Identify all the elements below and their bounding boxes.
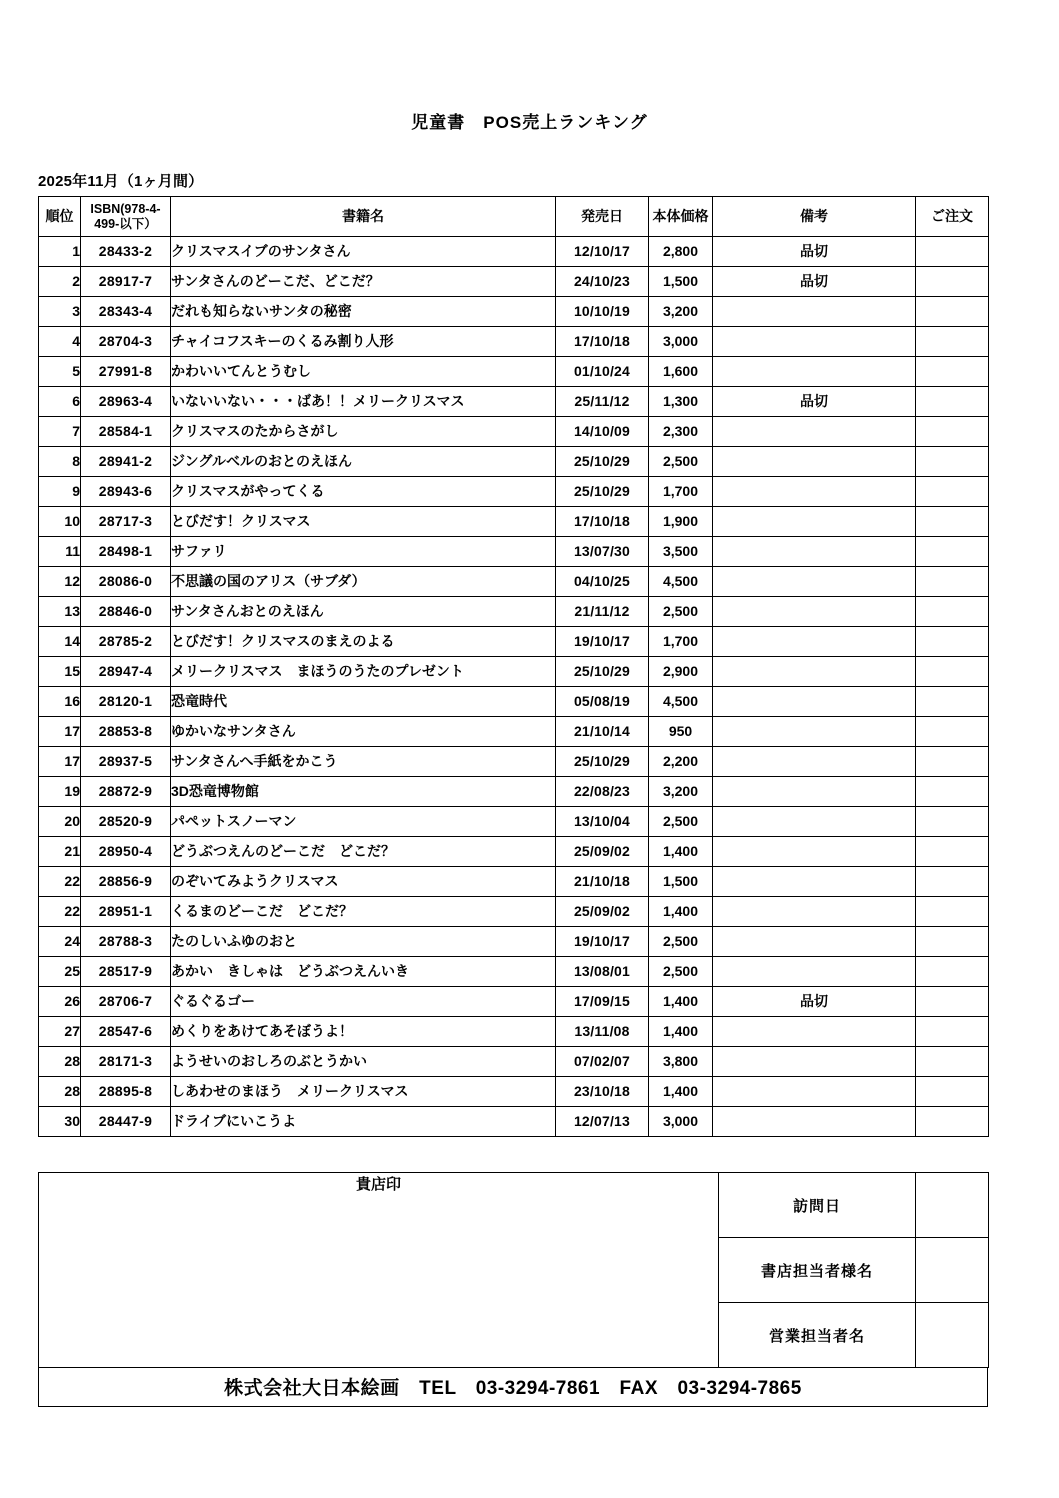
table-row: [39, 297, 989, 327]
cell-remarks: [713, 897, 916, 927]
cell-remarks: [713, 447, 916, 477]
cell-release-date: 13/11/08: [556, 1017, 649, 1047]
page-title: 児童書 POS売上ランキング: [411, 113, 648, 132]
cell-remarks: [713, 747, 916, 777]
cell-price: 3,200: [649, 777, 713, 807]
ranking-table-container: [38, 196, 988, 1137]
cell-price: 4,500: [649, 567, 713, 597]
store-seal-box[interactable]: [39, 1173, 719, 1368]
footer-table: [38, 1172, 989, 1368]
cell-price: 1,700: [649, 477, 713, 507]
cell-release-date: 25/10/29: [556, 747, 649, 777]
cell-rank: 4: [39, 327, 81, 357]
cell-isbn: 28947-4: [81, 657, 171, 687]
table-row: [39, 357, 989, 387]
cell-order[interactable]: [916, 597, 989, 627]
cell-rank: 28: [39, 1077, 81, 1107]
cell-remarks: [713, 327, 916, 357]
cell-isbn: 28498-1: [81, 537, 171, 567]
cell-price: 950: [649, 717, 713, 747]
isbn-header-line1: ISBN(978-4-: [90, 202, 161, 217]
cell-release-date: 13/10/04: [556, 807, 649, 837]
cell-release-date: 25/09/02: [556, 837, 649, 867]
cell-release-date: 17/10/18: [556, 327, 649, 357]
cell-remarks: [713, 1017, 916, 1047]
table-row: [39, 867, 989, 897]
column-header-book-title: 書籍名: [171, 197, 556, 237]
cell-remarks: [713, 807, 916, 837]
cell-isbn: 28120-1: [81, 687, 171, 717]
table-row: [39, 807, 989, 837]
cell-rank: 9: [39, 477, 81, 507]
cell-price: 1,700: [649, 627, 713, 657]
footer-field-label: 書店担当者様名: [719, 1238, 916, 1303]
cell-isbn: 28872-9: [81, 777, 171, 807]
footer-field-value[interactable]: [916, 1173, 989, 1238]
cell-release-date: 12/10/17: [556, 237, 649, 267]
cell-remarks: [713, 537, 916, 567]
cell-remarks: 品切: [713, 267, 916, 297]
cell-rank: 15: [39, 657, 81, 687]
cell-remarks: [713, 357, 916, 387]
cell-order[interactable]: [916, 657, 989, 687]
footer-row: [39, 1173, 989, 1238]
cell-release-date: 07/02/07: [556, 1047, 649, 1077]
cell-release-date: 21/10/18: [556, 867, 649, 897]
cell-release-date: 21/11/12: [556, 597, 649, 627]
footer-field-value[interactable]: [916, 1238, 989, 1303]
cell-price: 1,500: [649, 267, 713, 297]
cell-rank: 12: [39, 567, 81, 597]
cell-release-date: 25/11/12: [556, 387, 649, 417]
ranking-table-body: [39, 237, 989, 1137]
cell-rank: 27: [39, 1017, 81, 1047]
cell-price: 1,300: [649, 387, 713, 417]
cell-price: 1,500: [649, 867, 713, 897]
cell-book-title: かわいいてんとうむし: [171, 357, 556, 387]
cell-order[interactable]: [916, 447, 989, 477]
cell-book-title: 不思議の国のアリス（サブダ）: [171, 567, 556, 597]
cell-rank: 1: [39, 237, 81, 267]
table-row: [39, 747, 989, 777]
cell-order[interactable]: [916, 297, 989, 327]
cell-book-title: サファリ: [171, 537, 556, 567]
cell-rank: 2: [39, 267, 81, 297]
cell-rank: 22: [39, 897, 81, 927]
cell-remarks: [713, 927, 916, 957]
footer-container: [38, 1172, 988, 1368]
cell-order[interactable]: [916, 267, 989, 297]
cell-isbn: 28943-6: [81, 477, 171, 507]
cell-release-date: 22/08/23: [556, 777, 649, 807]
cell-order[interactable]: [916, 1047, 989, 1077]
cell-order[interactable]: [916, 717, 989, 747]
cell-release-date: 19/10/17: [556, 927, 649, 957]
cell-price: 3,000: [649, 327, 713, 357]
column-header-release-date: 発売日: [556, 197, 649, 237]
cell-book-title: 恐竜時代: [171, 687, 556, 717]
table-row: [39, 837, 989, 867]
cell-isbn: 28171-3: [81, 1047, 171, 1077]
table-row: [39, 1107, 989, 1137]
cell-rank: 24: [39, 927, 81, 957]
cell-price: 2,300: [649, 417, 713, 447]
cell-book-title: クリスマスイブのサンタさん: [171, 237, 556, 267]
cell-isbn: 28520-9: [81, 807, 171, 837]
cell-order[interactable]: [916, 417, 989, 447]
cell-release-date: 17/09/15: [556, 987, 649, 1017]
cell-isbn: 28941-2: [81, 447, 171, 477]
cell-isbn: 28937-5: [81, 747, 171, 777]
cell-isbn: 28547-6: [81, 1017, 171, 1047]
cell-price: 3,000: [649, 1107, 713, 1137]
cell-isbn: 28086-0: [81, 567, 171, 597]
cell-book-title: ぐるぐるゴー: [171, 987, 556, 1017]
cell-remarks: [713, 297, 916, 327]
footer-field-label: 営業担当者名: [719, 1303, 916, 1368]
cell-book-title: とびだす！クリスマス: [171, 507, 556, 537]
cell-release-date: 23/10/18: [556, 1077, 649, 1107]
column-header-rank: 順位: [39, 197, 81, 237]
cell-order[interactable]: [916, 387, 989, 417]
cell-isbn: 28895-8: [81, 1077, 171, 1107]
cell-release-date: 10/10/19: [556, 297, 649, 327]
cell-price: 4,500: [649, 687, 713, 717]
cell-book-title: クリスマスがやってくる: [171, 477, 556, 507]
cell-remarks: [713, 1107, 916, 1137]
cell-rank: 17: [39, 717, 81, 747]
table-row: [39, 1077, 989, 1107]
cell-rank: 6: [39, 387, 81, 417]
cell-order[interactable]: [916, 837, 989, 867]
footer-field-label: 訪問日: [719, 1173, 916, 1238]
table-row: [39, 1047, 989, 1077]
cell-isbn: 28584-1: [81, 417, 171, 447]
table-header-row: [39, 197, 989, 237]
table-row: [39, 957, 989, 987]
cell-order[interactable]: [916, 777, 989, 807]
table-row: [39, 597, 989, 627]
cell-remarks: [713, 1077, 916, 1107]
cell-remarks: [713, 477, 916, 507]
company-footer-bar: [38, 1367, 988, 1407]
cell-book-title: のぞいてみようクリスマス: [171, 867, 556, 897]
cell-order[interactable]: [916, 327, 989, 357]
table-row: [39, 777, 989, 807]
cell-remarks: [713, 567, 916, 597]
cell-book-title: いないいない・・・ばあ！！メリークリスマス: [171, 387, 556, 417]
cell-release-date: 19/10/17: [556, 627, 649, 657]
cell-rank: 21: [39, 837, 81, 867]
table-row: [39, 1017, 989, 1047]
cell-rank: 14: [39, 627, 81, 657]
cell-price: 1,400: [649, 1017, 713, 1047]
cell-isbn: 28785-2: [81, 627, 171, 657]
footer-table-body: [39, 1173, 989, 1368]
cell-release-date: 25/10/29: [556, 447, 649, 477]
cell-book-title: ゆかいなサンタさん: [171, 717, 556, 747]
cell-order[interactable]: [916, 1107, 989, 1137]
cell-book-title: めくりをあけてあそぼうよ！: [171, 1017, 556, 1047]
table-row: [39, 567, 989, 597]
cell-release-date: 24/10/23: [556, 267, 649, 297]
cell-isbn: 28517-9: [81, 957, 171, 987]
cell-remarks: [713, 597, 916, 627]
cell-book-title: ジングルベルのおとのえほん: [171, 447, 556, 477]
cell-price: 3,200: [649, 297, 713, 327]
cell-isbn: 28704-3: [81, 327, 171, 357]
cell-release-date: 01/10/24: [556, 357, 649, 387]
cell-remarks: [713, 777, 916, 807]
cell-rank: 13: [39, 597, 81, 627]
table-row: [39, 927, 989, 957]
cell-order[interactable]: [916, 927, 989, 957]
cell-remarks: [713, 717, 916, 747]
table-row: [39, 477, 989, 507]
cell-price: 1,400: [649, 987, 713, 1017]
footer-field-value[interactable]: [916, 1303, 989, 1368]
cell-isbn: 28951-1: [81, 897, 171, 927]
cell-isbn: 28950-4: [81, 837, 171, 867]
cell-rank: 11: [39, 537, 81, 567]
cell-price: 2,500: [649, 957, 713, 987]
cell-book-title: サンタさんおとのえほん: [171, 597, 556, 627]
cell-order[interactable]: [916, 987, 989, 1017]
cell-remarks: [713, 837, 916, 867]
cell-rank: 16: [39, 687, 81, 717]
cell-order[interactable]: [916, 957, 989, 987]
column-header-isbn: [81, 197, 171, 237]
cell-remarks: 品切: [713, 987, 916, 1017]
isbn-header-line2: 499-以下）: [94, 216, 157, 231]
cell-book-title: パペットスノーマン: [171, 807, 556, 837]
cell-rank: 7: [39, 417, 81, 447]
column-header-remarks: 備考: [713, 197, 916, 237]
cell-rank: 17: [39, 747, 81, 777]
ranking-table: [38, 196, 989, 1137]
cell-release-date: 21/10/14: [556, 717, 649, 747]
cell-isbn: 28788-3: [81, 927, 171, 957]
cell-rank: 3: [39, 297, 81, 327]
cell-release-date: 25/10/29: [556, 477, 649, 507]
table-row: [39, 717, 989, 747]
column-header-order: ご注文: [916, 197, 989, 237]
cell-isbn: 28343-4: [81, 297, 171, 327]
cell-order[interactable]: [916, 237, 989, 267]
table-row: [39, 447, 989, 477]
table-row: [39, 897, 989, 927]
cell-release-date: 14/10/09: [556, 417, 649, 447]
cell-isbn: 27991-8: [81, 357, 171, 387]
cell-book-title: ドライブにいこうよ: [171, 1107, 556, 1137]
cell-book-title: とびだす！クリスマスのまえのよる: [171, 627, 556, 657]
cell-price: 2,500: [649, 597, 713, 627]
cell-book-title: しあわせのまほう メリークリスマス: [171, 1077, 556, 1107]
cell-rank: 20: [39, 807, 81, 837]
cell-book-title: だれも知らないサンタの秘密: [171, 297, 556, 327]
table-row: [39, 627, 989, 657]
cell-price: 2,900: [649, 657, 713, 687]
cell-remarks: [713, 867, 916, 897]
cell-price: 2,800: [649, 237, 713, 267]
cell-rank: 19: [39, 777, 81, 807]
cell-isbn: 28963-4: [81, 387, 171, 417]
cell-price: 3,800: [649, 1047, 713, 1077]
cell-remarks: 品切: [713, 387, 916, 417]
cell-order[interactable]: [916, 537, 989, 567]
table-row: [39, 987, 989, 1017]
cell-order[interactable]: [916, 807, 989, 837]
period-label: 2025年11月（1ヶ月間）: [38, 173, 204, 190]
cell-book-title: サンタさんへ手紙をかこう: [171, 747, 556, 777]
table-row: [39, 687, 989, 717]
cell-order[interactable]: [916, 567, 989, 597]
cell-order[interactable]: [916, 507, 989, 537]
cell-isbn: 28717-3: [81, 507, 171, 537]
cell-release-date: 12/07/13: [556, 1107, 649, 1137]
table-row: [39, 537, 989, 567]
cell-order[interactable]: [916, 897, 989, 927]
cell-release-date: 05/08/19: [556, 687, 649, 717]
cell-order[interactable]: [916, 627, 989, 657]
column-header-price: 本体価格: [649, 197, 713, 237]
cell-book-title: メリークリスマス まほうのうたのプレゼント: [171, 657, 556, 687]
cell-release-date: 13/08/01: [556, 957, 649, 987]
cell-price: 2,500: [649, 927, 713, 957]
cell-book-title: サンタさんのどーこだ、どこだ？: [171, 267, 556, 297]
cell-book-title: あかい きしゃは どうぶつえんいき: [171, 957, 556, 987]
cell-price: 2,200: [649, 747, 713, 777]
table-row: [39, 267, 989, 297]
cell-remarks: 品切: [713, 237, 916, 267]
cell-price: 1,400: [649, 837, 713, 867]
cell-rank: 22: [39, 867, 81, 897]
table-row: [39, 417, 989, 447]
cell-isbn: 28706-7: [81, 987, 171, 1017]
cell-book-title: くるまのどーこだ どこだ？: [171, 897, 556, 927]
cell-release-date: 13/07/30: [556, 537, 649, 567]
cell-order[interactable]: [916, 357, 989, 387]
cell-book-title: ようせいのおしろのぶとうかい: [171, 1047, 556, 1077]
store-seal-label: 貴店印: [355, 1176, 401, 1193]
cell-order[interactable]: [916, 1017, 989, 1047]
cell-price: 2,500: [649, 447, 713, 477]
cell-book-title: どうぶつえんのどーこだ どこだ？: [171, 837, 556, 867]
cell-price: 1,400: [649, 1077, 713, 1107]
cell-release-date: 25/09/02: [556, 897, 649, 927]
cell-release-date: 04/10/25: [556, 567, 649, 597]
cell-price: 1,600: [649, 357, 713, 387]
cell-order[interactable]: [916, 747, 989, 777]
cell-rank: 5: [39, 357, 81, 387]
cell-isbn: 28846-0: [81, 597, 171, 627]
cell-price: 2,500: [649, 807, 713, 837]
table-row: [39, 387, 989, 417]
cell-remarks: [713, 507, 916, 537]
company-contact-line: 株式会社大日本絵画 TEL 03-3294-7861 FAX 03-3294-7865: [224, 1378, 802, 1399]
cell-remarks: [713, 957, 916, 987]
cell-book-title: チャイコフスキーのくるみ割り人形: [171, 327, 556, 357]
cell-remarks: [713, 657, 916, 687]
table-row: [39, 327, 989, 357]
cell-book-title: 3D恐竜博物館: [171, 777, 556, 807]
cell-rank: 30: [39, 1107, 81, 1137]
cell-remarks: [713, 627, 916, 657]
cell-remarks: [713, 417, 916, 447]
cell-release-date: 17/10/18: [556, 507, 649, 537]
cell-isbn: 28917-7: [81, 267, 171, 297]
cell-isbn: 28433-2: [81, 237, 171, 267]
cell-isbn: 28853-8: [81, 717, 171, 747]
cell-rank: 28: [39, 1047, 81, 1077]
cell-rank: 25: [39, 957, 81, 987]
table-row: [39, 237, 989, 267]
table-row: [39, 657, 989, 687]
cell-order[interactable]: [916, 1077, 989, 1107]
table-row: [39, 507, 989, 537]
cell-book-title: クリスマスのたからさがし: [171, 417, 556, 447]
cell-price: 1,400: [649, 897, 713, 927]
cell-book-title: たのしいふゆのおと: [171, 927, 556, 957]
cell-rank: 10: [39, 507, 81, 537]
cell-release-date: 25/10/29: [556, 657, 649, 687]
cell-isbn: 28856-9: [81, 867, 171, 897]
cell-rank: 26: [39, 987, 81, 1017]
cell-isbn: 28447-9: [81, 1107, 171, 1137]
cell-price: 3,500: [649, 537, 713, 567]
cell-rank: 8: [39, 447, 81, 477]
cell-order[interactable]: [916, 687, 989, 717]
cell-order[interactable]: [916, 867, 989, 897]
cell-remarks: [713, 1047, 916, 1077]
cell-price: 1,900: [649, 507, 713, 537]
cell-order[interactable]: [916, 477, 989, 507]
cell-remarks: [713, 687, 916, 717]
